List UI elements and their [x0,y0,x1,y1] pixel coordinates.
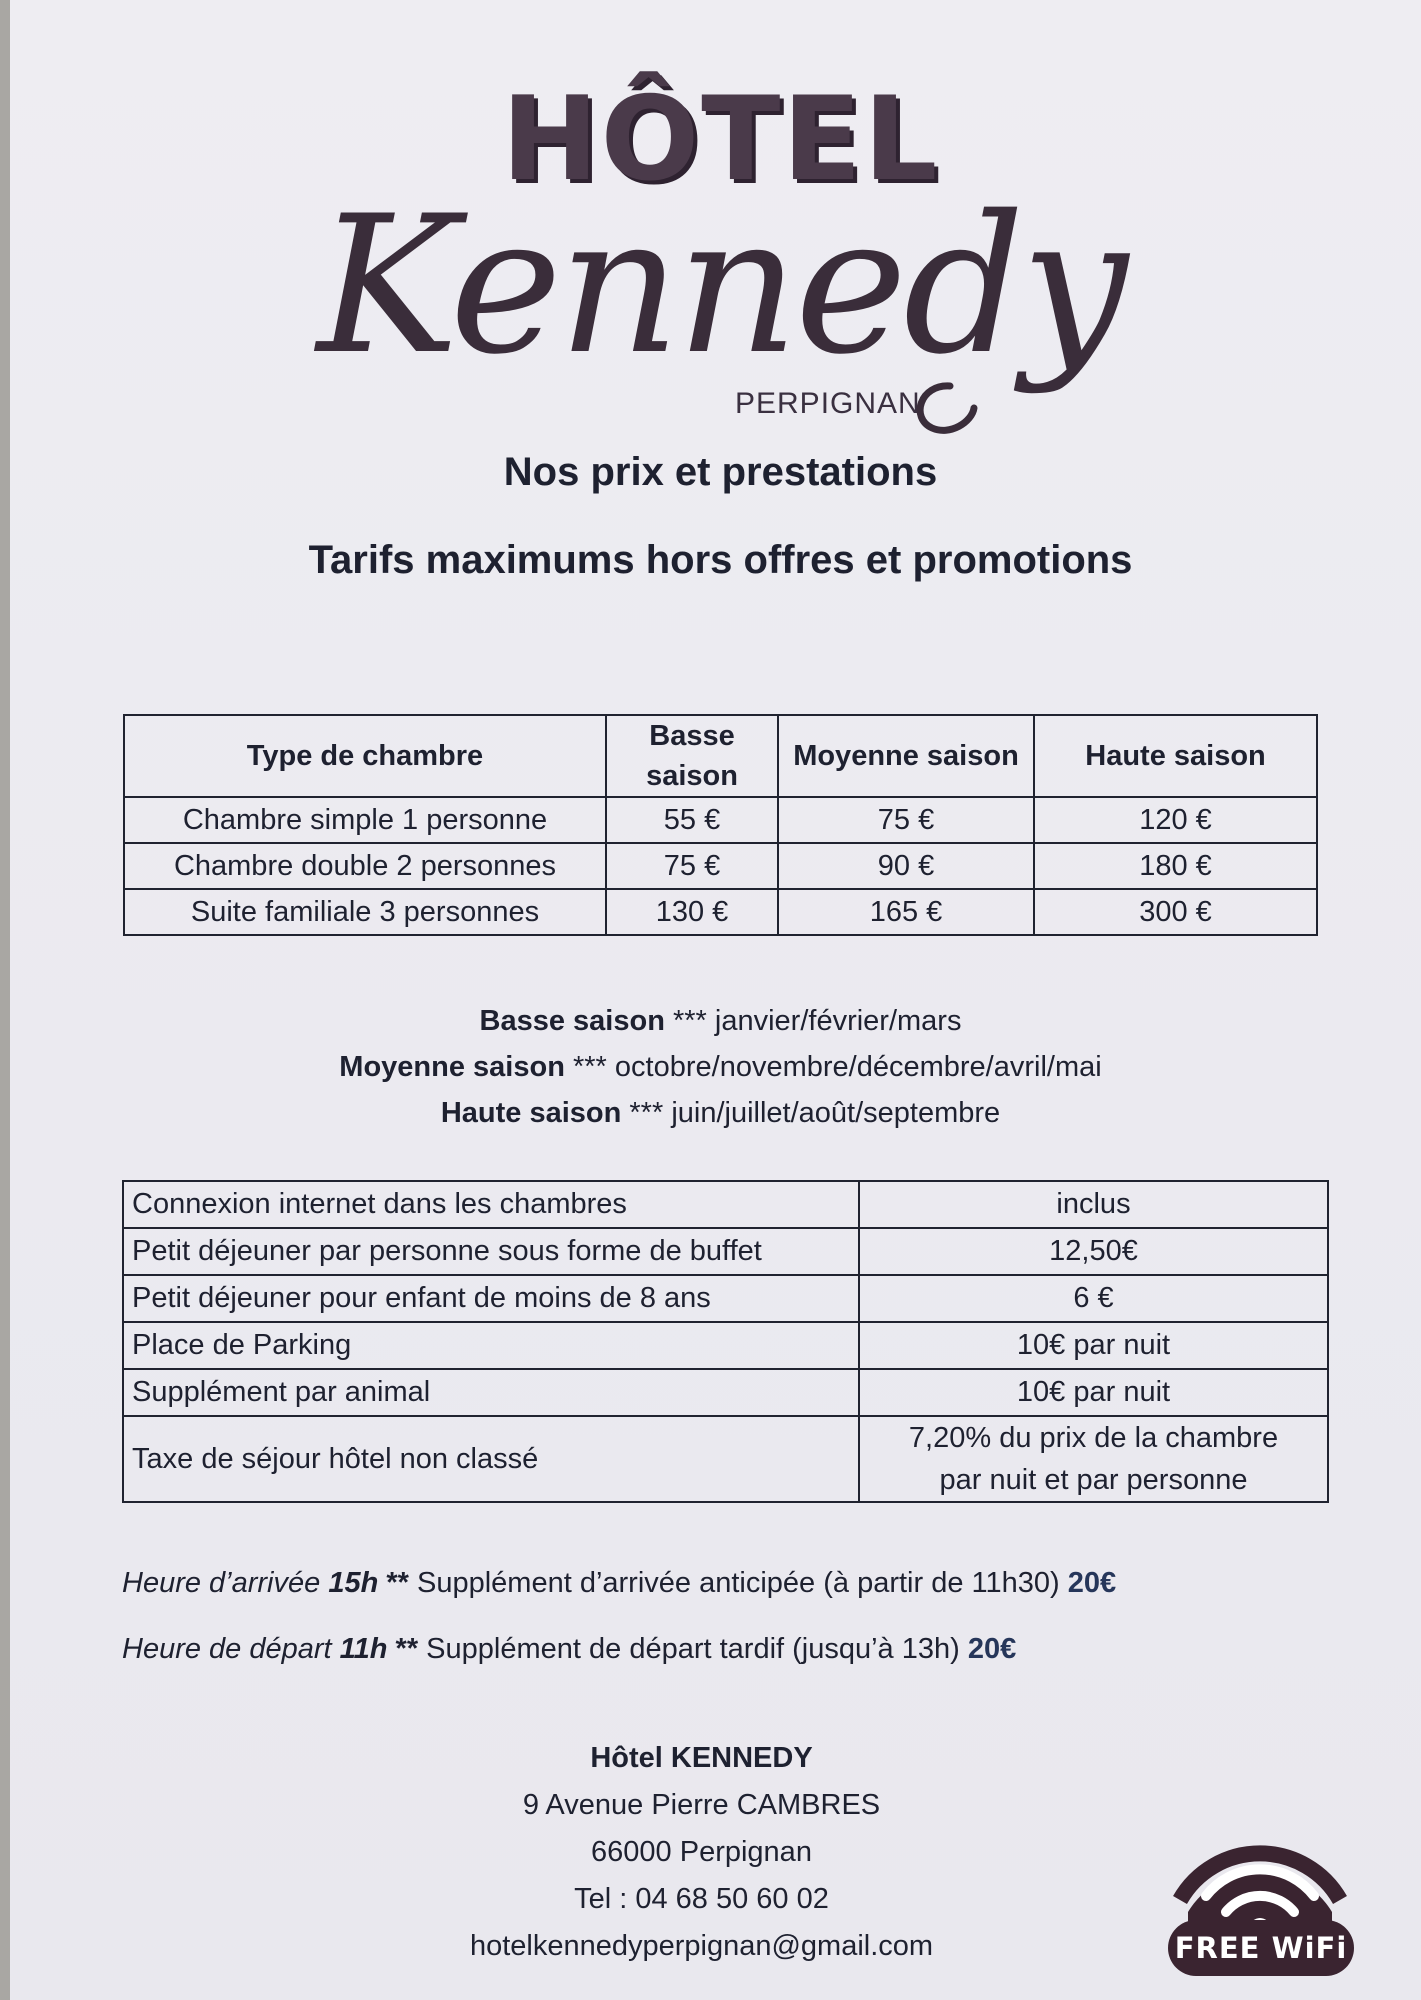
season-months: juin/juillet/août/septembre [671,1097,1001,1129]
price-high: 120 € [1034,797,1317,843]
room-name: Chambre double 2 personnes [124,843,606,889]
room-name: Chambre simple 1 personne [124,797,606,843]
logo-hotel-word: HÔTEL [501,72,940,207]
season-months: janvier/février/mars [714,1005,962,1037]
price-mid: 90 € [778,843,1034,889]
header-mid-season: Moyenne saison [778,715,1034,797]
service-price: inclus [859,1181,1328,1228]
table-row [124,843,1317,889]
season-separator: *** [564,1051,615,1083]
free-wifi-badge: FREE WiFi [1168,1920,1354,1976]
header-room-type: Type de chambre [124,715,606,797]
contact-name: Hôtel KENNEDY [590,1742,813,1774]
price-low: 130 € [606,889,778,935]
season-separator: *** [621,1097,672,1129]
table-row [123,1275,1328,1322]
price-mid: 75 € [778,797,1034,843]
season-line-low [10,998,1421,1044]
table-row [123,1228,1328,1275]
departure-price: 20€ [967,1633,1017,1665]
price-high: 180 € [1034,843,1317,889]
contact-phone: Tel : 04 68 50 60 02 [574,1883,829,1915]
table-row [123,1416,1328,1502]
table-row [123,1369,1328,1416]
service-price-line: 7,20% du prix de la chambre [908,1422,1279,1454]
page-title: Nos prix et prestations [503,450,938,494]
contact-street: 9 Avenue Pierre CAMBRES [522,1789,881,1821]
service-price: 10€ par nuit [859,1369,1328,1416]
rates-table [123,714,1318,936]
season-line-high [10,1090,1421,1136]
logo-city: PERPIGNAN [735,387,921,420]
service-name: Petit déjeuner pour enfant de moins de 8 ans [123,1275,859,1322]
price-high: 300 € [1034,889,1317,935]
season-label: Moyenne saison [339,1051,565,1083]
checkin-checkout-info [122,1550,1116,1682]
arrival-line [122,1550,1116,1616]
contact-city: 66000 Perpignan [591,1836,812,1868]
service-price: 12,50€ [859,1228,1328,1275]
season-label: Haute saison [440,1097,622,1129]
header-high-season: Haute saison [1034,715,1317,797]
table-row [123,1322,1328,1369]
departure-label: Heure de départ [122,1633,340,1665]
price-low: 75 € [606,843,778,889]
price-low: 55 € [606,797,778,843]
service-name: Taxe de séjour hôtel non classé [123,1416,859,1502]
service-name: Place de Parking [123,1322,859,1369]
services-table [122,1180,1329,1503]
season-line-mid [10,1044,1421,1090]
service-name: Supplément par animal [123,1369,859,1416]
arrival-time: 15h [328,1567,379,1599]
table-row [124,797,1317,843]
table-row [123,1181,1328,1228]
departure-time: 11h [339,1633,388,1665]
service-price-line: par nuit et par personne [939,1464,1248,1496]
service-price [859,1416,1328,1502]
season-separator: *** [664,1005,715,1037]
season-label: Basse saison [479,1005,665,1037]
arrival-stars: ** [378,1567,417,1599]
rates-header-row [124,715,1317,797]
service-price: 6 € [859,1275,1328,1322]
departure-note: Supplément de départ tardif (jusqu’à 13h) [426,1633,968,1665]
service-name: Petit déjeuner par personne sous forme de buffet [123,1228,859,1275]
logo-brand-name: Kennedy [316,175,1125,396]
season-months: octobre/novembre/décembre/avril/mai [614,1051,1102,1083]
departure-stars: ** [387,1633,427,1665]
service-price: 10€ par nuit [859,1322,1328,1369]
departure-line [122,1616,1116,1682]
header-low-season: Basse saison [606,715,778,797]
arrival-price: 20€ [1067,1567,1117,1599]
arrival-note: Supplément d’arrivée anticipée (à partir de 11h30) [417,1567,1068,1599]
page-subtitle: Tarifs maximums hors offres et promotions [308,538,1133,582]
arrival-label: Heure d’arrivée [122,1567,329,1599]
season-legend [10,998,1421,1136]
service-name: Connexion internet dans les chambres [123,1181,859,1228]
room-name: Suite familiale 3 personnes [124,889,606,935]
table-row [124,889,1317,935]
price-mid: 165 € [778,889,1034,935]
contact-email: hotelkennedyperpignan@gmail.com [469,1930,934,1962]
logo-swirl-icon [910,378,980,438]
